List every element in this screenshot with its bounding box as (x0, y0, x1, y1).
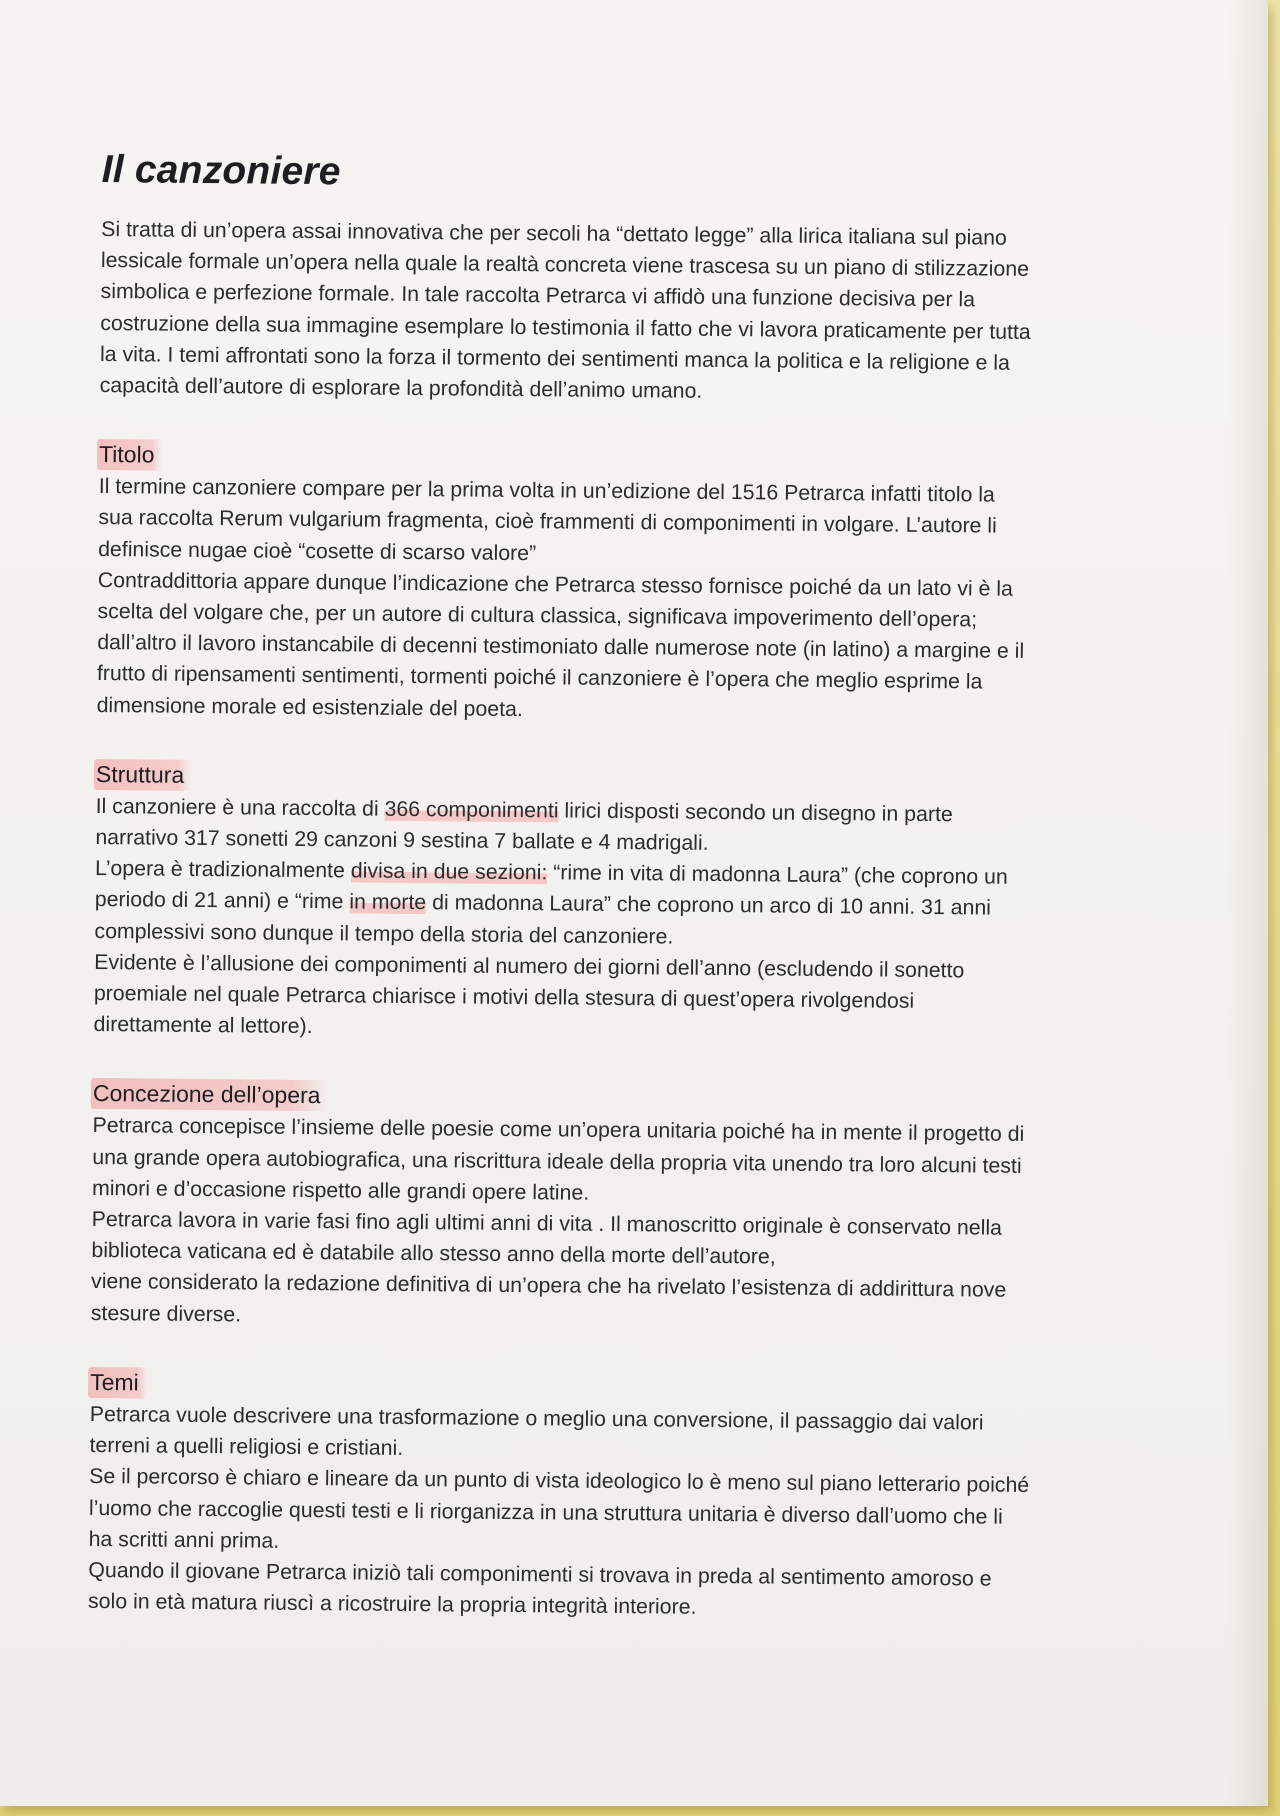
text-line: l’uomo che raccoglie questi testi e li riorganizza in una struttura unitaria è diverso dall’uomo che li (88, 1495, 1003, 1529)
highlighted-text: 366 componimenti (384, 796, 559, 823)
text-line: viene considerato la redazione definitiva di un’opera che ha rivelato l’esistenza di addirittura nove (91, 1269, 1007, 1303)
text-line: dall’altro il lavoro instancabile di decenni testimoniato dalle numerose note (in latino) a margine e il (97, 630, 1025, 664)
text-fragment: L’opera è tradizionalmente (94, 856, 351, 883)
text-line: scelta del volgare che, per un autore di cultura classica, significava impoverimento dell’opera; (97, 599, 978, 632)
section-titolo (97, 439, 1160, 731)
text-line: definisce nugae cioè “cosette di scarso valore” (98, 536, 537, 565)
page-title: Il canzoniere (101, 148, 341, 194)
section-temi (88, 1367, 1150, 1628)
text-line: Petrarca lavora in varie fasi fino agli ultimi anni di vita . Il manoscritto originale è conservato nella (91, 1207, 1003, 1240)
text-line: stesure diverse. (90, 1300, 242, 1327)
text-fragment: “rime in vita di madonna Laura” (che coprono un (547, 860, 1008, 889)
text-line: Evidente è l’allusione dei componimenti al numero dei giorni dell’anno (escludendo il sonetto (94, 949, 965, 983)
intro-line: lessicale formale un’opera nella quale la realtà concreta viene trascesa su un piano di stilizzazione (100, 248, 1030, 282)
text-line: Se il percorso è chiaro e lineare da un punto di vista ideologico lo è meno sul piano letterario poiché (89, 1464, 1030, 1498)
section-heading-temi: Temi (88, 1367, 147, 1399)
text-line: complessivi sono dunque il tempo della storia del canzoniere. (94, 918, 674, 949)
section-heading-struttura: Struttura (94, 759, 193, 791)
text-line: Petrarca vuole descrivere una trasformazione o meglio una conversione, il passaggio dai valori (89, 1401, 984, 1435)
text-line: sua raccolta Rerum vulgarium fragmenta, cioè frammenti di componimenti in volgare. L’autore li (98, 505, 997, 539)
intro-line: Si tratta di un’opera assai innovativa che per secoli ha “dettato legge” alla lirica italiana sul piano (101, 216, 1007, 250)
text-line: direttamente al lettore). (93, 1012, 313, 1039)
section-heading-concezione: Concezione dell’opera (91, 1078, 329, 1111)
text-fragment: di madonna Laura” che coprono un arco di 10 anni. 31 anni (426, 890, 992, 921)
text-fragment: lirici disposti secondo un disegno in parte (558, 798, 953, 827)
highlighted-text: divisa in due sezioni: (350, 858, 548, 885)
text-line: frutto di ripensamenti sentimenti, tormenti poiché il canzoniere è l’opera che meglio esprime la (96, 661, 983, 694)
text-fragment: periodo di 21 anni) e “rime (94, 887, 350, 914)
document-body (88, 148, 1162, 1627)
text-line: biblioteca vaticana ed è databile allo stesso anno della morte dell’autore, (91, 1238, 776, 1269)
text-line: Petrarca concepisce l’insieme delle poesie come un’opera unitaria poiché ha in mente il progetto di (92, 1113, 1025, 1147)
intro-line: capacità dell’autore di esplorare la profondità dell’animo umano. (99, 373, 703, 403)
intro-line: la vita. I temi affrontati sono la forza il tormento dei sentimenti manca la politica e la religione e la (99, 341, 1011, 375)
text-fragment: Il canzoniere è una raccolta di (95, 793, 385, 821)
text-line: proemiale nel quale Petrarca chiarisce i motivi della stesura di quest’opera rivolgendosi (93, 981, 915, 1013)
intro-paragraph (100, 214, 1162, 411)
text-line: una grande opera autobiografica, una riscrittura ideale della propria vita unendo tra loro alcuni testi (92, 1144, 1022, 1178)
text-line: Contraddittoria appare dunque l’indicazione che Petrarca stesso fornisce poiché da un lato vi è la (97, 567, 1014, 601)
section-concezione (91, 1078, 1153, 1339)
section-struttura (93, 759, 1156, 1051)
intro-line: costruzione della sua immagine esemplare lo testimonia il fatto che vi lavora praticamente per tutta (100, 310, 1031, 344)
text-line: solo in età matura riuscì a ricostruire la propria integrità interiore. (87, 1589, 697, 1619)
intro-line: simbolica e perfezione formale. In tale raccolta Petrarca vi affidò una funzione decisiva per la (100, 279, 976, 312)
text-line: minori e d’occasione rispetto alle grandi opere latine. (91, 1175, 590, 1205)
highlighted-text: in morte (349, 889, 427, 915)
text-line: terreni a quelli religiosi e cristiani. (89, 1433, 404, 1461)
section-heading-titolo: Titolo (97, 439, 163, 471)
text-line: Quando il giovane Petrarca iniziò tali componimenti si trovava in preda al sentimento amoroso e (88, 1557, 992, 1591)
text-line: Il termine canzoniere compare per la prima volta in un’edizione del 1516 Petrarca infatti titolo la (98, 474, 995, 507)
text-line: narrativo 317 sonetti 29 canzoni 9 sestina 7 ballate e 4 madrigali. (95, 825, 709, 855)
text-line: dimensione morale ed esistenziale del poeta. (96, 692, 523, 721)
text-line: ha scritti anni prima. (88, 1526, 280, 1553)
